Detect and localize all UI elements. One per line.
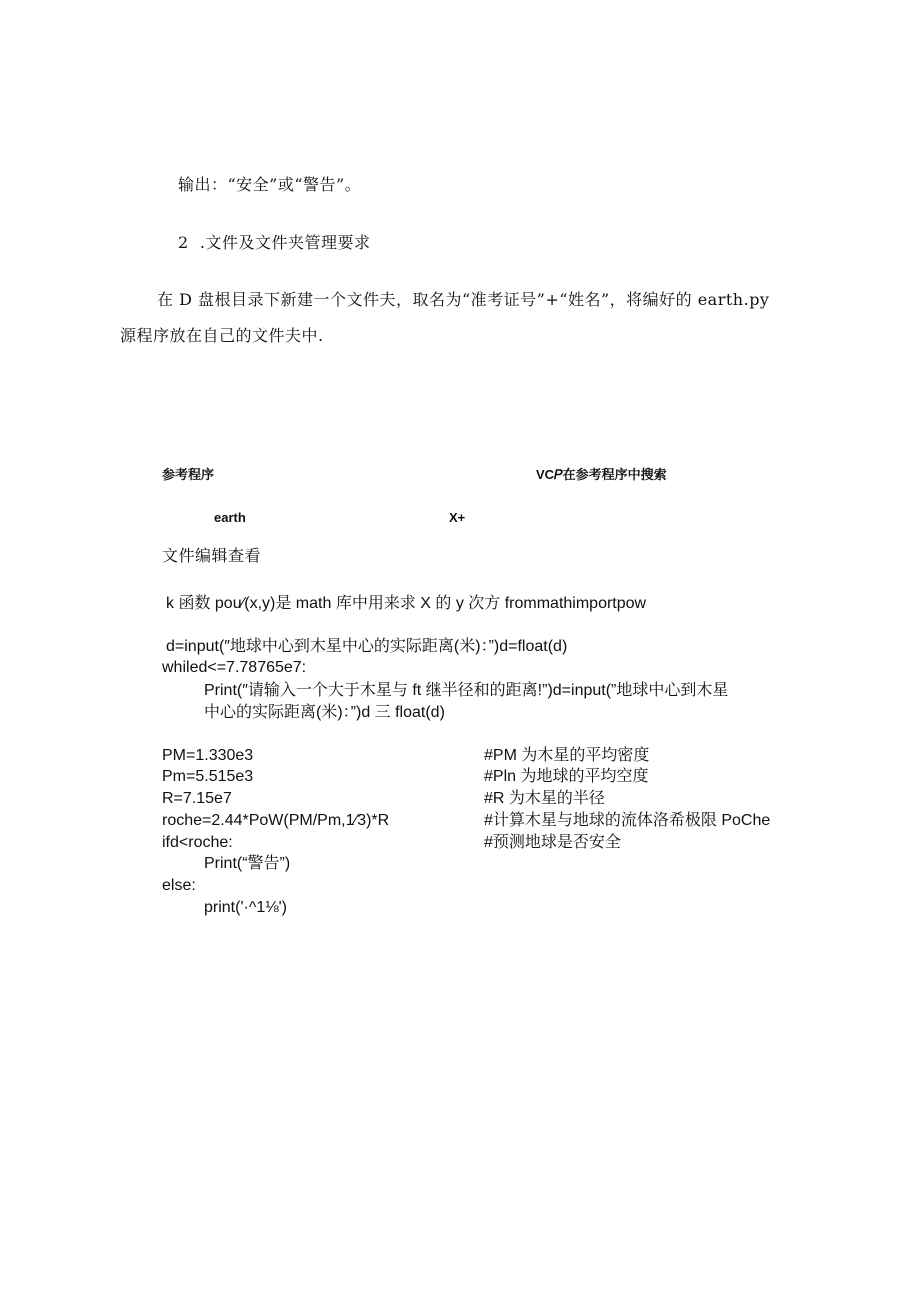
- code-import-line: k 函数 pou∕(x,y)是 math 库中用来求 X 的 y 次方 frommathimportpow: [166, 595, 647, 612]
- code-else-line: else:: [162, 877, 196, 894]
- tab-earth[interactable]: earth: [214, 510, 246, 525]
- new-tab-button[interactable]: X+: [449, 510, 466, 525]
- code-if-line: ifd<roche:: [162, 834, 233, 851]
- paragraph-line-2: 源程序放在自己的文件夫中.: [120, 326, 324, 345]
- comment-assign-roche: #计算木星与地球的流体洛希极限 PoChe: [484, 812, 771, 829]
- output-line: 输出：“安全”或“警告”。: [178, 175, 362, 194]
- code-assign-pm-small: Pm=5.515e3: [162, 768, 254, 785]
- code-input-line: d=input(″地球中心到木星中心的实际距离(米)：”)d=float(d): [166, 638, 568, 655]
- comment-assign-pm-small: #Pln 为地球的平均空度: [484, 768, 649, 785]
- search-box[interactable]: VC𝑃在参考程序中搜索: [536, 467, 667, 482]
- comment-assign-pm: #PM 为木星的平均密度: [484, 747, 650, 764]
- code-assign-r: R=7.15e7: [162, 790, 232, 807]
- code-assign-roche: roche=2.44*PoW(PM/Pm,1⁄3)*R: [162, 812, 390, 829]
- section-heading: 2 .文件及文件夹管理要求: [178, 233, 371, 252]
- code-while-line: whiled<=7.78765e7:: [162, 659, 307, 676]
- code-print-safe: print('·^1⅛'): [204, 899, 287, 916]
- code-assign-pm: PM=1.330e3: [162, 747, 254, 764]
- code-print-warning: Print(“警告”): [204, 855, 291, 872]
- window-title: 参考程序: [162, 467, 215, 482]
- code-print-line-1: Print(″请输入一个大于木星与 ft 继半径和的距离!”)d=input(”地球中心到木星: [204, 682, 729, 699]
- menu-bar[interactable]: 文件编辑查看: [162, 546, 262, 565]
- comment-assign-r: #R 为木星的半径: [484, 790, 605, 807]
- comment-if-line: #预测地球是否安全: [484, 834, 621, 851]
- code-print-line-2: 中心的实际距离(米)：”)d 三 float(d): [204, 704, 445, 721]
- paragraph-line-1: 在 D 盘根目录下新建一个文件夫，取名为“准考证号”+“姓名”，将编好的 earth.py: [157, 290, 770, 309]
